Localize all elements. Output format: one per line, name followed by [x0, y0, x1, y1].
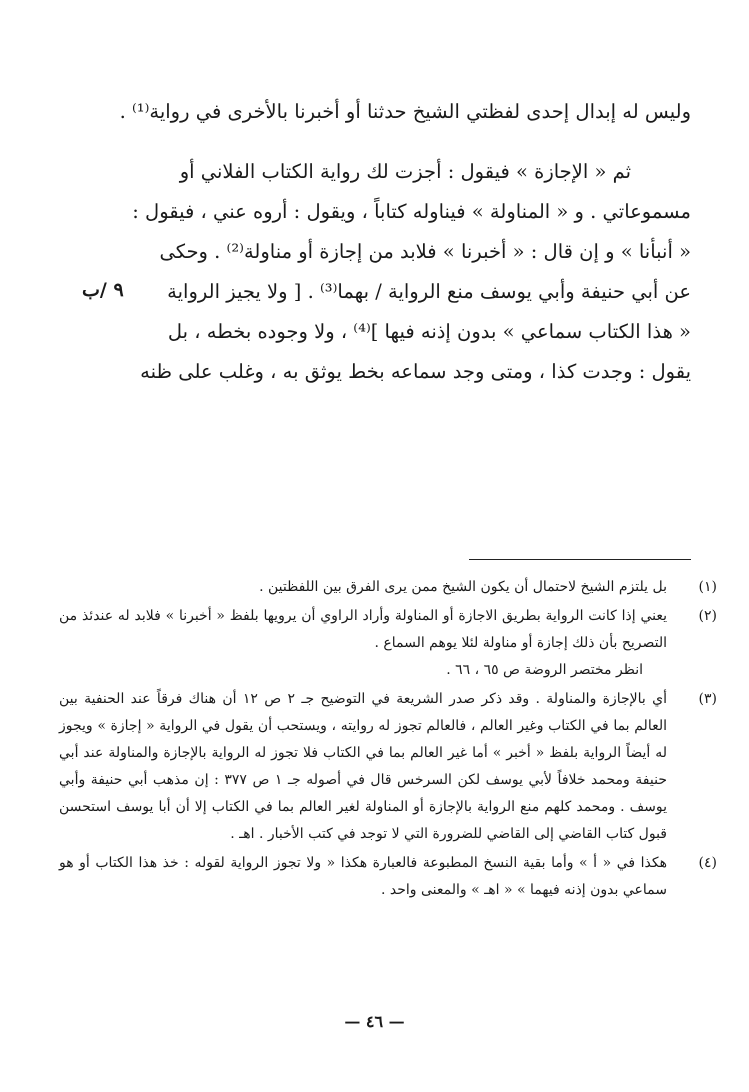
footnote-number: (١): [698, 579, 717, 595]
footnote: [59, 686, 719, 848]
footnote-text: [59, 686, 667, 848]
main-text-line: وليس له إبدال إحدى لفظتي الشيخ حدثنا أو أخبرنا بالأخرى في رواية⁽¹⁾ .: [119, 100, 691, 123]
footnote: [59, 603, 719, 684]
footnote-text: [59, 850, 667, 904]
footnotes-block: [59, 574, 719, 906]
footnote-line: يعني إذا كانت الرواية بطريق الاجازة أو المناولة وأراد الراوي أن يرويها بلفظ « أخبرنا » فلابد له عندئذ من التصريح بأن ذلك إجازة أو مناولة لئلا يوهم السماع .: [59, 608, 667, 651]
footnote: [59, 850, 719, 904]
footnote-line: بل يلتزم الشيخ لاحتمال أن يكون الشيخ ممن يرى الفرق بين اللفظتين .: [259, 579, 667, 595]
footnote-number: (٣): [698, 691, 717, 707]
footnote-separator: [469, 559, 691, 560]
main-text-line: مسموعاتي . و « المناولة » فيناوله كتاباً ، ويقول : أروه عني ، فيقول :: [132, 200, 691, 223]
main-text-line: يقول : وجدت كذا ، ومتى وجد سماعه بخط يوثق به ، وغلب على ظنه: [140, 360, 691, 383]
main-text-line: « أنبأنا » و إن قال : « أخبرنا » فلابد من إجازة أو مناولة⁽²⁾ . وحكى: [159, 240, 691, 263]
manuscript-folio-marker: ٩ /ب: [82, 279, 124, 301]
footnote-number: (٢): [698, 608, 717, 624]
footnote-line: أي بالإجازة والمناولة . وقد ذكر صدر الشريعة في التوضيح جـ ٢ ص ١٢ أن هناك فرقاً عند الحنفية بين العالم بما في الكتاب وغير العالم ، فالعالم تجوز له روايته ، ويستحب أن يقول في الرواية « إجازة » ويجوز له أيضاً الرواية بلفظ « أخبر » أما غير العالم بما في الكتاب فلا تجوز له الرواية بالإجازة والمناولة عند أبي حنيفة ومحمد خلافاً لأبي يوسف لكن السرخس قال في أصوله جـ ١ ص ٣٧٧ : إن مذهب أبي حنيفة وأبي يوسف . ومحمد كلهم منع الرواية بالإجازة أو المناولة لغير العالم بما في الكتاب إلا أن أبا يوسف استحسن قبول كتاب القاضي إلى القاضي للضرورة التي لا توجد في كتب الأخبار . اهـ .: [59, 691, 667, 842]
footnote-reference-line: انظر مختصر الروضة ص ٦٥ ، ٦٦ .: [446, 662, 643, 678]
main-text-line: ثم « الإجازة » فيقول : أجزت لك رواية الكتاب الفلاني أو: [179, 160, 631, 183]
footnote-number: (٤): [698, 855, 717, 871]
footnote-text: [59, 574, 667, 601]
main-text-line: عن أبي حنيفة وأبي يوسف منع الرواية / بهما⁽³⁾ . [ ولا يجيز الرواية: [167, 280, 691, 303]
footnote-text: [59, 603, 667, 684]
main-text-line: « هذا الكتاب سماعي » بدون إذنه فيها ]⁽⁴⁾ ، ولا وجوده بخطه ، بل: [167, 320, 691, 343]
footnote: [59, 574, 719, 601]
main-text-block: [71, 92, 691, 392]
footnote-line: هكذا في « أ » وأما بقية النسخ المطبوعة فالعبارة هكذا « ولا تجوز الرواية لقوله : خذ هذا الكتاب أو هو سماعي بدون إذنه فيهما » « اهـ » والمعنى واحد .: [59, 855, 667, 898]
page-number: — ٤٦ —: [344, 1012, 405, 1031]
